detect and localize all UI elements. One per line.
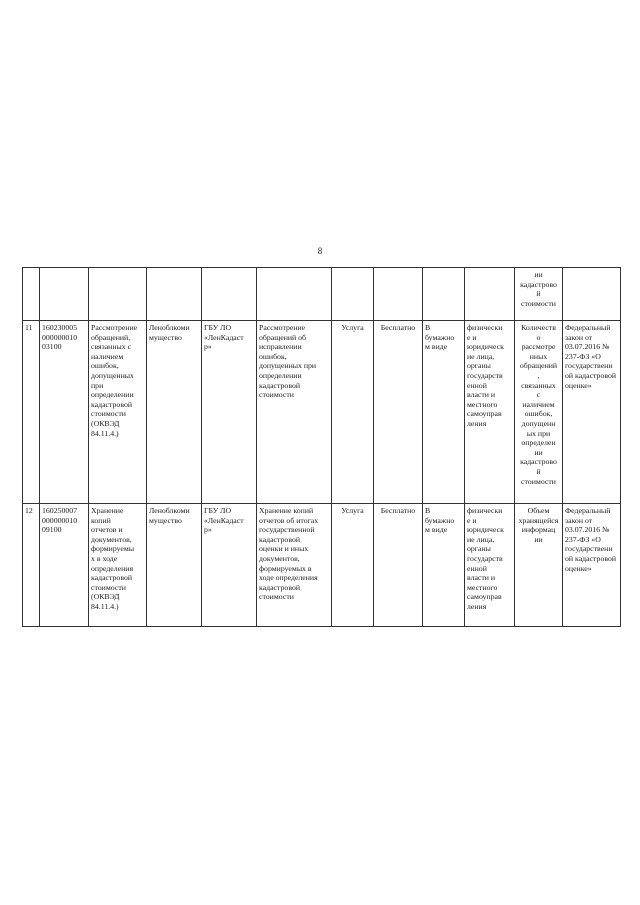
service-name: Рассмотрение обращений, связанных с наличием ошибок, допущенных при определении кадастровой стоимости (ОКВЭД 84.11.4.)	[89, 321, 147, 504]
delivery-form: В бумажно м виде	[423, 321, 465, 504]
table-row	[23, 504, 621, 627]
institution: ГБУ ЛО «ЛенКадаст р»	[202, 504, 257, 627]
row-number: 12	[23, 504, 40, 627]
service-content: Рассмотрение обращений об исправлении ошибок, допущенных при определении кадастровой стоимости	[257, 321, 332, 504]
table-row	[23, 321, 621, 504]
indicator-cell: ии кадастрово й стоимости	[515, 268, 563, 321]
payment: Бесплатно	[374, 321, 423, 504]
cell	[332, 268, 374, 321]
cell	[23, 268, 40, 321]
cell	[89, 268, 147, 321]
payment: Бесплатно	[374, 504, 423, 627]
legal-basis: Федеральный закон от 03.07.2016 № 237-ФЗ «О государственн ой кадастровой оценке»	[563, 321, 621, 504]
cell	[465, 268, 515, 321]
institution: ГБУ ЛО «ЛенКадаст р»	[202, 321, 257, 504]
delivery-form: В бумажно м виде	[423, 504, 465, 627]
page-number: 8	[317, 246, 323, 256]
cell	[257, 268, 332, 321]
founder: Леноблкоми мущество	[147, 504, 202, 627]
consumers: физически е и юридическ ие лица, органы государств енной власти и местного самоуправ ления	[465, 504, 515, 627]
continuation-row	[23, 268, 621, 321]
founder: Леноблкоми мущество	[147, 321, 202, 504]
cell	[147, 268, 202, 321]
row-number: 11	[23, 321, 40, 504]
services-table	[22, 267, 621, 627]
cell	[40, 268, 89, 321]
cell	[563, 268, 621, 321]
service-content: Хранение копий отчетов об итогах государственной кадастровой оценки и иных документов, формируемых в ходе определения кадастровой стоимости	[257, 504, 332, 627]
service-type: Услуга	[332, 321, 374, 504]
cell	[202, 268, 257, 321]
service-name: Хранение копий отчетов и документов, формируемы х в ходе определения кадастровой стоимости (ОКВЭД 84.11.4.)	[89, 504, 147, 627]
service-type: Услуга	[332, 504, 374, 627]
registry-code: 160230005 000000010 03100	[40, 321, 89, 504]
indicator: Количеств о рассмотре нных обращений , связанных с наличием ошибок, допущенн ых при определен ии кадастрово й стоимости	[515, 321, 563, 504]
legal-basis: Федеральный закон от 03.07.2016 № 237-ФЗ «О государственн ой кадастровой оценке»	[563, 504, 621, 627]
consumers: физически е и юридическ ие лица, органы государств енной власти и местного самоуправ ления	[465, 321, 515, 504]
cell	[374, 268, 423, 321]
indicator: Объем хранящейся информац ии	[515, 504, 563, 627]
registry-code: 160250007 000000010 09100	[40, 504, 89, 627]
cell	[423, 268, 465, 321]
